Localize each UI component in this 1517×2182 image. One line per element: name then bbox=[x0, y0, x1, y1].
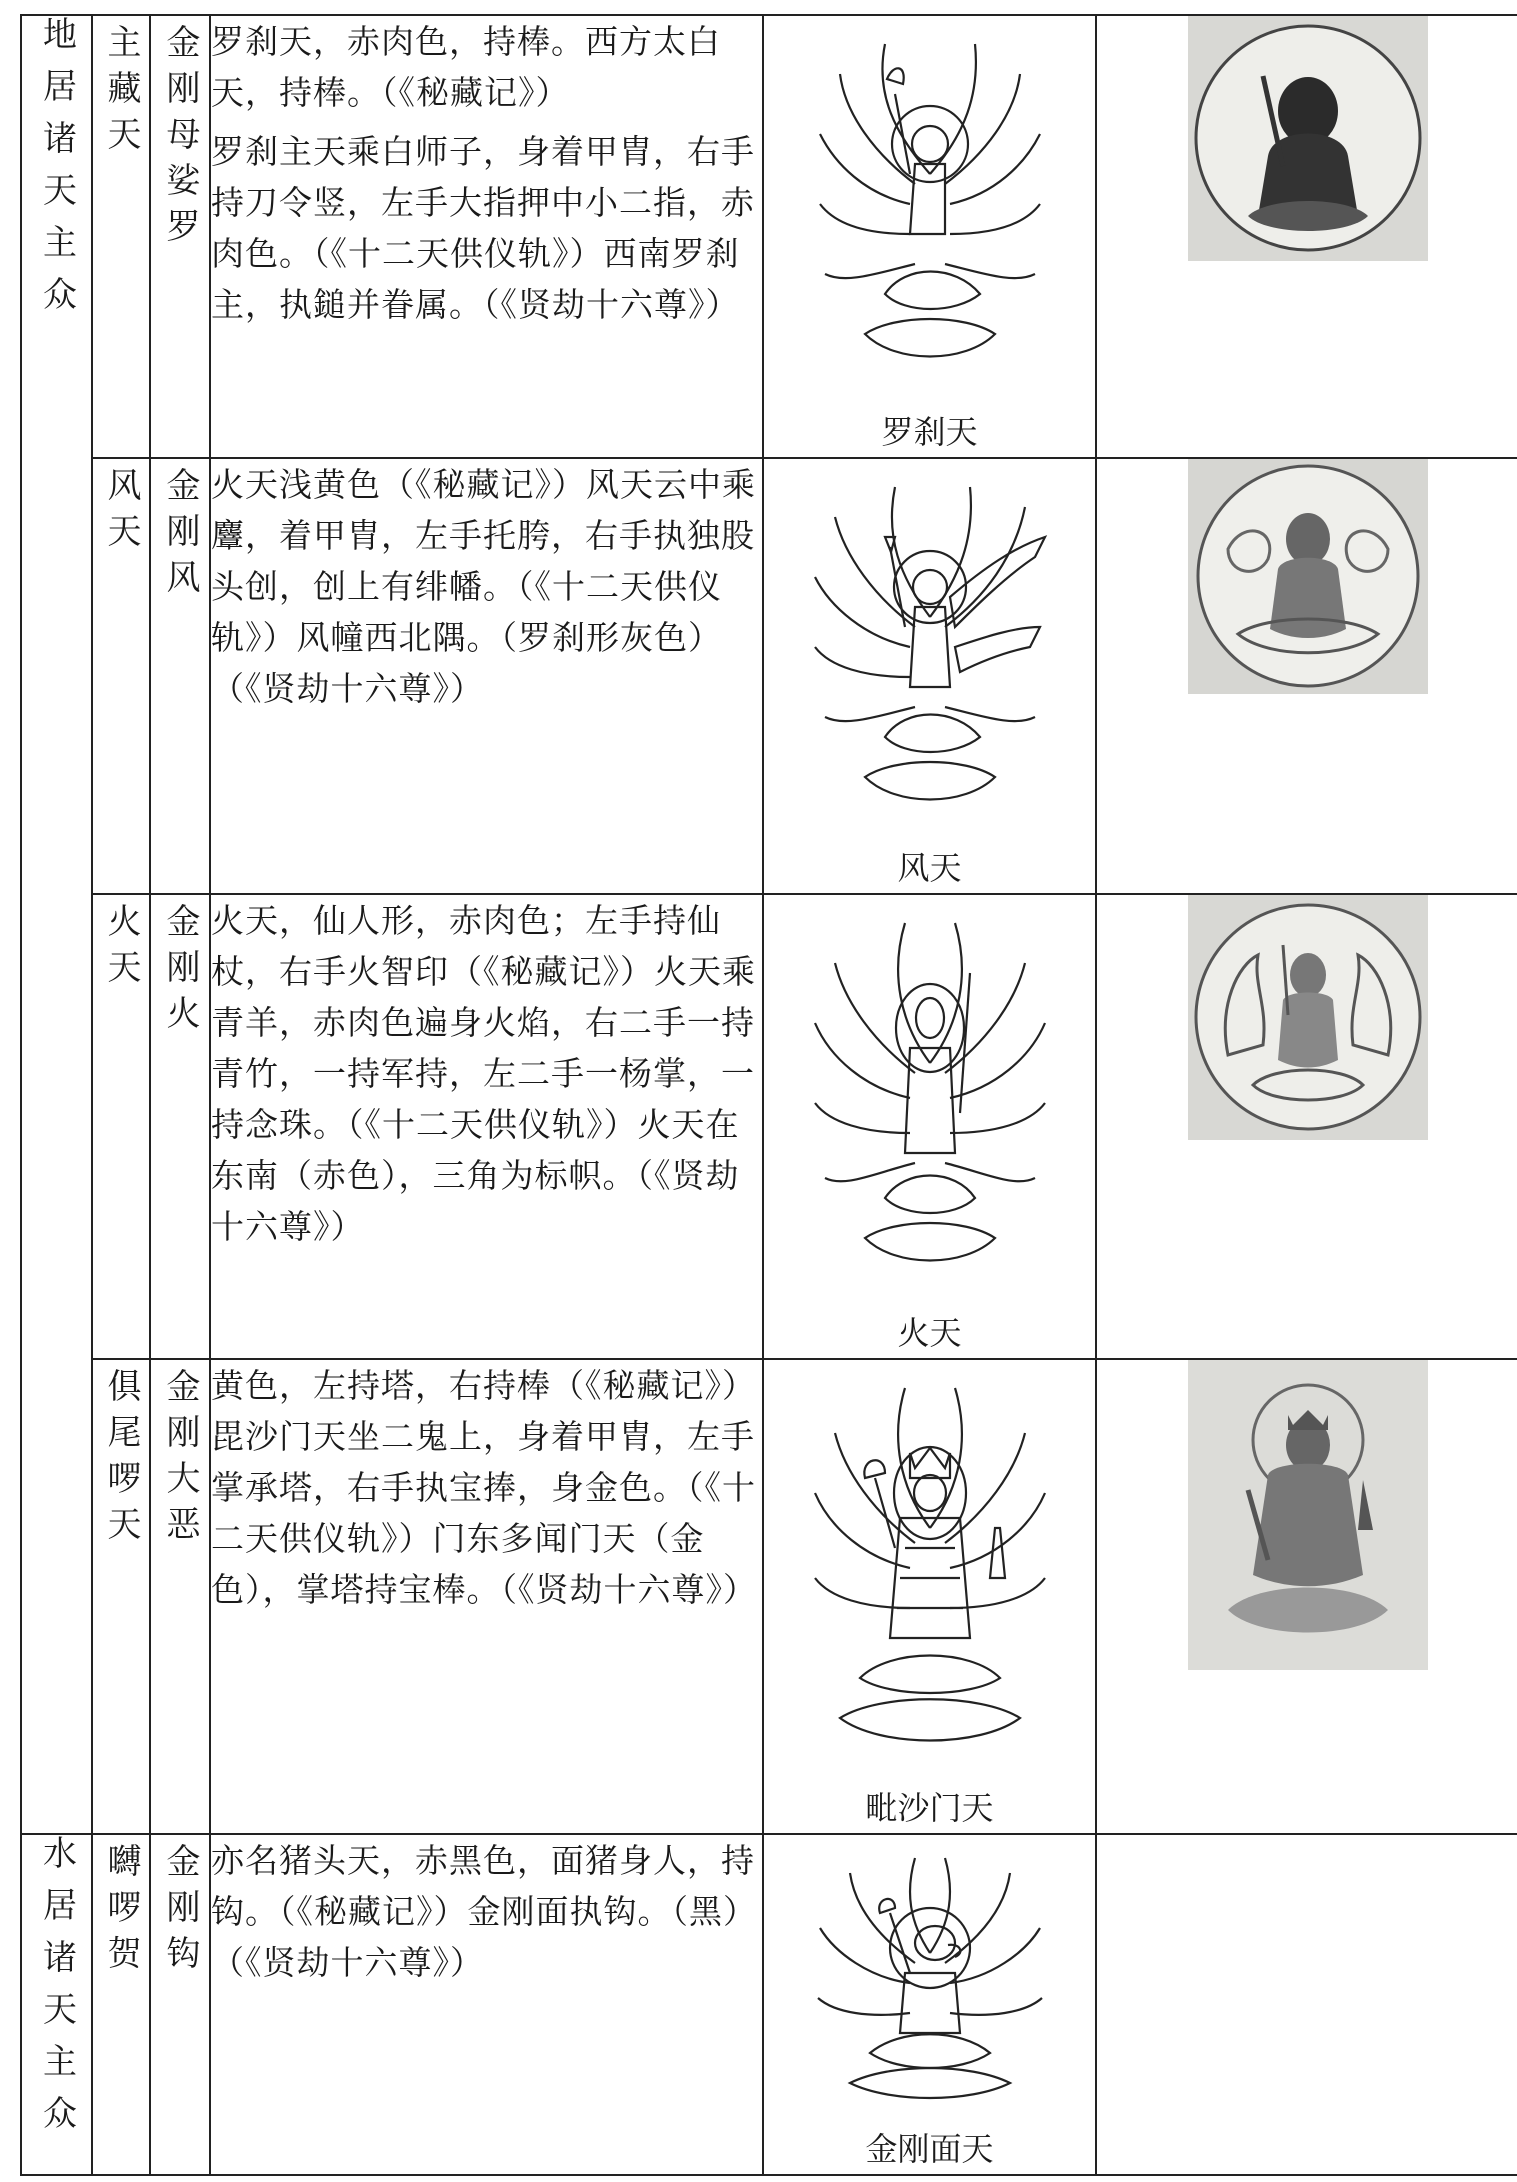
deity-name-cell bbox=[92, 458, 150, 894]
photo-cell bbox=[1096, 458, 1517, 894]
group-label: 地居诸天主众 bbox=[36, 16, 77, 328]
drawing-caption: 毗沙门天 bbox=[865, 1789, 994, 1827]
description-paragraph: 火天，仙人形，赤肉色；左手持仙杖，右手火智印（《秘藏记》）火天乘青羊，赤肉色遍身火焰，右二手一持青竹，一持军持，左二手一杨掌，一持念珠。（《十二天供仪轨》）火天在东南（赤色），三角为标帜。（《贤劫十六尊》） bbox=[211, 901, 756, 1246]
esoteric-name-cell bbox=[150, 1834, 210, 2175]
table-row bbox=[21, 894, 1517, 1359]
description-cell bbox=[210, 458, 763, 894]
deity-name: 主藏天 bbox=[101, 24, 141, 162]
dark-deity-roundel-icon bbox=[1188, 16, 1428, 261]
cloud-deity-roundel-icon bbox=[1188, 459, 1428, 694]
description-paragraph: 火天浅黄色（《秘藏记》）风天云中乘麞，着甲胄，左手托胯，右手执独股头创，创上有绯幡。（《十二天供仪轨》）风幢西北隅。（罗刹形灰色）（《贤劫十六尊》） bbox=[211, 465, 756, 708]
description-paragraph: 亦名猪头天，赤黑色，面猪身人，持钩。（《秘藏记》）金刚面执钩。（黑）（《贤劫十六尊》） bbox=[211, 1841, 757, 1982]
deity-name: 风天 bbox=[101, 467, 141, 559]
deity-name: 嚩啰贺 bbox=[101, 1843, 141, 1981]
line-drawing-cell bbox=[763, 458, 1096, 894]
photo-cell bbox=[1096, 894, 1517, 1359]
photo-cell bbox=[1096, 1834, 1517, 2175]
esoteric-name-cell bbox=[150, 458, 210, 894]
line-drawing-cell bbox=[763, 1359, 1096, 1834]
drawing-caption: 火天 bbox=[897, 1314, 962, 1352]
description-paragraph: 罗刹天，赤肉色，持棒。西方太白天，持棒。（《秘藏记》） bbox=[211, 22, 721, 112]
table-row bbox=[21, 458, 1517, 894]
flame-deity-roundel-icon bbox=[1188, 895, 1428, 1140]
photo-cell bbox=[1096, 15, 1517, 458]
description-cell bbox=[210, 894, 763, 1359]
seated-deity-drawing-icon bbox=[810, 913, 1050, 1283]
description-cell bbox=[210, 15, 763, 458]
deity-name-cell bbox=[92, 15, 150, 458]
esoteric-name-cell bbox=[150, 15, 210, 458]
seated-deity-drawing-icon bbox=[810, 1853, 1050, 2103]
armored-deity-roundel-icon bbox=[1188, 1360, 1428, 1670]
seated-deity-drawing-icon bbox=[805, 1378, 1055, 1758]
esoteric-name: 金刚火 bbox=[160, 903, 200, 1041]
description-cell bbox=[210, 1834, 763, 2175]
esoteric-name: 金刚大恶 bbox=[160, 1368, 200, 1552]
esoteric-name-cell bbox=[150, 894, 210, 1359]
deity-name-cell bbox=[92, 1359, 150, 1834]
deity-name: 俱尾啰天 bbox=[101, 1368, 141, 1552]
seated-deity-drawing-icon bbox=[815, 34, 1045, 374]
drawing-caption: 金刚面天 bbox=[865, 2130, 994, 2168]
description-paragraph: 黄色，左持塔，右持棒（《秘藏记》）毘沙门天坐二鬼上，身着甲胄，左手掌承塔，右手执宝捧，身金色。（《十二天供仪轨》）门东多闻门天（金色），掌塔持宝棒。（《贤劫十六尊》） bbox=[211, 1366, 757, 1609]
group-cell bbox=[21, 15, 92, 1834]
esoteric-name: 金刚母娑罗 bbox=[160, 24, 200, 254]
table-row bbox=[21, 15, 1517, 458]
seated-deity-drawing-icon bbox=[805, 477, 1055, 817]
deity-name-cell bbox=[92, 1834, 150, 2175]
photo-cell bbox=[1096, 1359, 1517, 1834]
esoteric-name-cell bbox=[150, 1359, 210, 1834]
table-row bbox=[21, 1834, 1517, 2175]
table-row bbox=[21, 1359, 1517, 1834]
deity-name: 火天 bbox=[101, 903, 141, 995]
description-cell bbox=[210, 1359, 763, 1834]
line-drawing-cell bbox=[763, 894, 1096, 1359]
esoteric-name: 金刚风 bbox=[160, 467, 200, 605]
description-paragraph: 罗刹主天乘白师子，身着甲胄，右手持刀令竖，左手大指押中小二指，赤肉色。（《十二天供仪轨》）西南罗刹主，执鎚并眷属。（《贤劫十六尊》） bbox=[211, 132, 755, 324]
deity-table bbox=[20, 14, 1517, 2176]
drawing-caption: 罗刹天 bbox=[881, 413, 978, 451]
group-cell bbox=[21, 1834, 92, 2175]
line-drawing-cell bbox=[763, 15, 1096, 458]
esoteric-name: 金刚钩 bbox=[160, 1843, 200, 1981]
deity-name-cell bbox=[92, 894, 150, 1359]
group-label: 水居诸天主众 bbox=[36, 1835, 77, 2147]
line-drawing-cell bbox=[763, 1834, 1096, 2175]
drawing-caption: 风天 bbox=[897, 849, 962, 887]
